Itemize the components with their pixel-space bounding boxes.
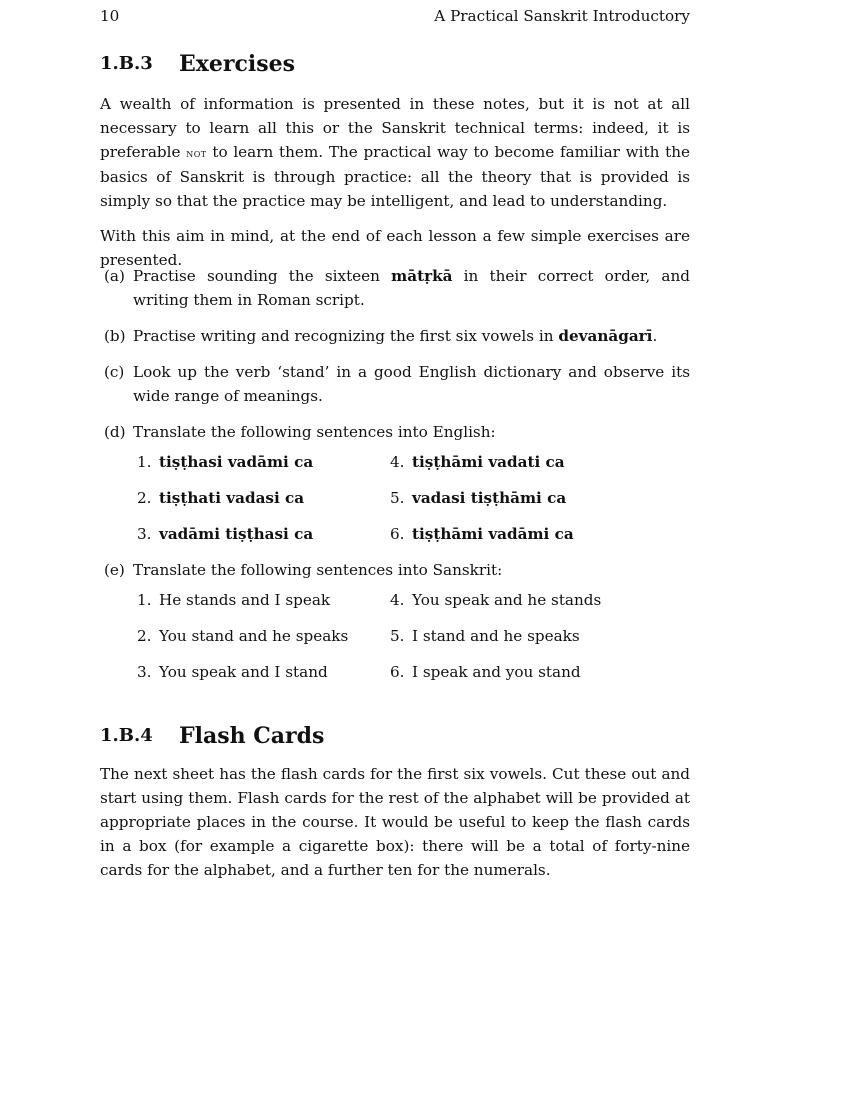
sentence-d-3 [137, 522, 313, 546]
item-label: (a) [104, 267, 125, 285]
sentence-text: tiṣṭhāmi vadāmi ca [412, 525, 574, 543]
sentence-d-4 [390, 450, 565, 474]
exercise-item-c [100, 360, 690, 408]
sentence-text: vadāmi tiṣṭhasi ca [159, 525, 314, 543]
running-title: A Practical Sanskrit Introductory [434, 7, 690, 25]
item-label: (e) [104, 561, 125, 579]
item-text: Practise writing and recognizing the first six vowels in [133, 327, 559, 345]
exercise-item-d [100, 420, 690, 444]
sanskrit-term: devanāgarī [558, 327, 653, 345]
item-body: Translate the following sentences into English: [133, 423, 496, 441]
sentence-d-2 [137, 486, 304, 510]
sentence-number: 1. [137, 591, 152, 609]
sentence-text: You stand and he speaks [159, 627, 349, 645]
sentence-e-2 [137, 624, 348, 648]
sentence-text: You speak and he stands [412, 591, 602, 609]
page-number: 10 [100, 7, 120, 25]
item-text: . [652, 327, 658, 345]
sentence-text: tiṣṭhasi vadāmi ca [159, 453, 314, 471]
sentence-d-5 [390, 486, 566, 510]
sentence-e-4 [390, 588, 601, 612]
sentence-number: 4. [390, 591, 405, 609]
sentence-text: tiṣṭhati vadasi ca [159, 489, 305, 507]
sentence-e-1 [137, 588, 330, 612]
item-label: (b) [104, 327, 126, 345]
intro-text-part2: to learn them. The practical way to become familiar with the basics of Sanskrit is through practice: all the theory that is provided is simply so that the practice may be intelligent, and lead to understanding. [100, 143, 690, 210]
sentence-d-1 [137, 450, 313, 474]
sentence-number: 6. [390, 525, 405, 543]
exercise-item-a [100, 264, 690, 312]
sentence-number: 1. [137, 453, 152, 471]
section-heading-flash-cards [100, 718, 690, 748]
sentence-text: You speak and I stand [159, 663, 328, 681]
item-body: Look up the verb ‘stand’ in a good English dictionary and observe its wide range of meanings. [133, 363, 690, 405]
sanskrit-term: mātṛkā [391, 267, 453, 285]
intro-paragraph [100, 92, 690, 213]
sentence-number: 2. [137, 489, 152, 507]
sentence-e-5 [390, 624, 580, 648]
item-body: Translate the following sentences into Sanskrit: [133, 561, 503, 579]
exercise-item-e [100, 558, 690, 582]
sentence-text: tiṣṭhāmi vadati ca [412, 453, 565, 471]
sentence-number: 2. [137, 627, 152, 645]
item-body [133, 324, 690, 348]
sentence-d-6 [390, 522, 574, 546]
emphasis-not: not [186, 146, 207, 160]
item-text: in their correct order, and writing them in Roman script. [133, 267, 690, 309]
sentence-number: 6. [390, 663, 405, 681]
item-text: Practise sounding the sixteen [133, 267, 392, 285]
sentence-number: 5. [390, 489, 405, 507]
flash-cards-paragraph: The next sheet has the flash cards for the first six vowels. Cut these out and start using them. Flash cards for the rest of the alphabet will be provided at appropriate places in the course. It would be useful to keep the flash cards in a box (for example a cigarette box): there will be a total of forty-nine cards for the alphabet, and a further ten for the numerals. [100, 765, 690, 879]
sentence-text: I speak and you stand [412, 663, 581, 681]
sentence-text: vadasi tiṣṭhāmi ca [412, 489, 567, 507]
section-number: 1.B.4 [100, 725, 153, 746]
running-header [100, 4, 690, 28]
sentence-e-6 [390, 660, 581, 684]
section-title: Flash Cards [179, 723, 325, 749]
section-heading-exercises [100, 48, 690, 76]
section-title: Exercises [179, 51, 295, 77]
sentence-text: He stands and I speak [159, 591, 331, 609]
lead-paragraph: With this aim in mind, at the end of each lesson a few simple exercises are presented. [100, 227, 690, 269]
item-label: (c) [104, 363, 125, 381]
sentence-number: 3. [137, 663, 152, 681]
sentence-text: I stand and he speaks [412, 627, 580, 645]
intro-text-part1: A wealth of information is presented in these notes, but it is not at all necessary to learn all this or the Sanskrit technical terms: indeed, it is preferable [100, 95, 690, 161]
item-body [133, 264, 690, 312]
sentence-number: 5. [390, 627, 405, 645]
exercise-item-b [100, 324, 690, 348]
sentence-number: 3. [137, 525, 152, 543]
sentence-number: 4. [390, 453, 405, 471]
item-label: (d) [104, 423, 126, 441]
sentence-e-3 [137, 660, 328, 684]
section-number: 1.B.3 [100, 53, 153, 74]
